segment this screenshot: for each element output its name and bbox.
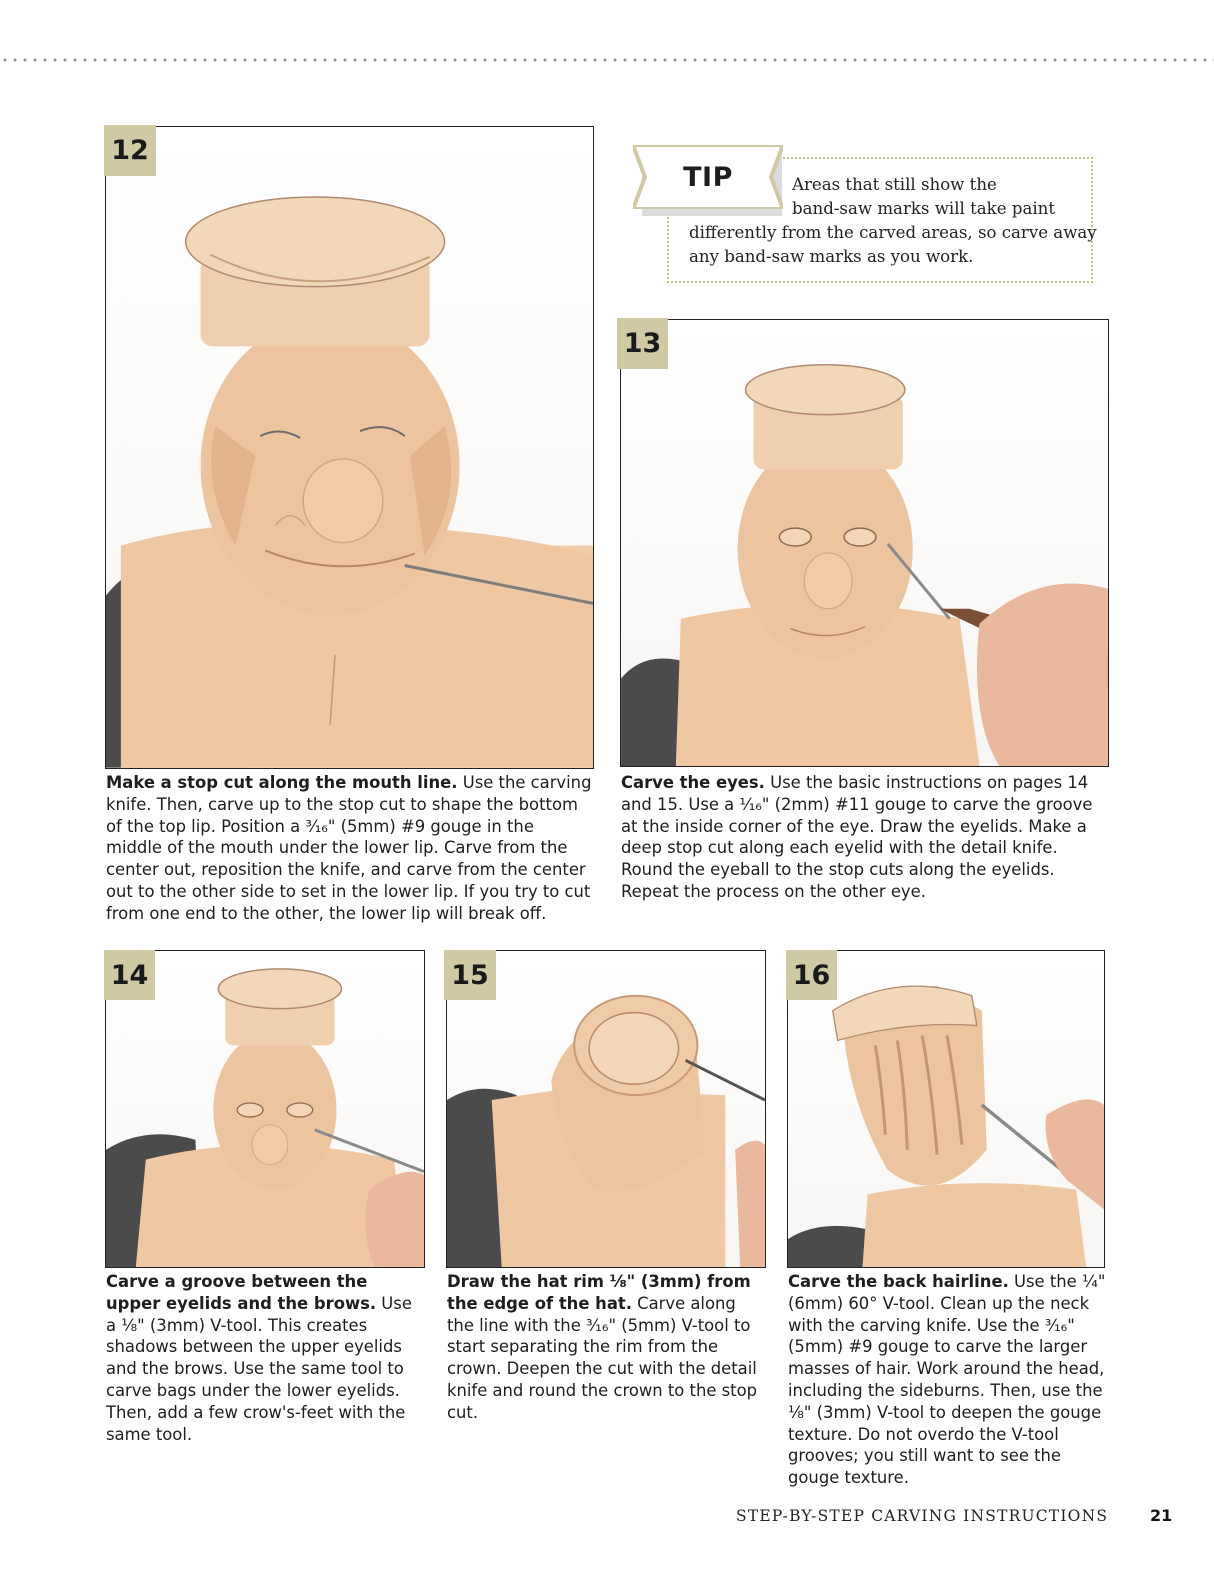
step-13-carving-illustration bbox=[621, 320, 1108, 766]
step-12-photo bbox=[105, 126, 594, 769]
step-12-caption-text: Use the carving knife. Then, carve up to the stop cut to shape the bottom of the top lip. Position a ³⁄₁₆" (5mm) #9 gouge in the middle of the mouth under the lower lip. Carve from the center out, reposition the knife, and carve from the center out to the other side to set in the lower lip. If you try to cut from one end to the other, the lower lip will break off. bbox=[106, 773, 592, 923]
step-16-caption-bold: Carve the back hairline. bbox=[788, 1272, 1009, 1291]
step-12-carving-illustration bbox=[106, 127, 593, 768]
step-12-caption bbox=[106, 772, 592, 925]
step-13-caption-text: Use the basic instructions on pages 14 and 15. Use a ¹⁄₁₆" (2mm) #11 gouge to carve the groove at the inside corner of the eye. Draw the eyelids. Make a deep stop cut along each eyelid with the detail knife. Round the eyeball to the stop cuts along the eyelids. Repeat the process on the other eye. bbox=[621, 773, 1093, 901]
tip-label: TIP bbox=[683, 161, 733, 193]
step-13-caption-bold: Carve the eyes. bbox=[621, 773, 765, 792]
step-15-number: 15 bbox=[444, 950, 496, 1000]
footer-section-title: STEP-BY-STEP CARVING INSTRUCTIONS bbox=[736, 1507, 1109, 1525]
top-dotted-rule bbox=[0, 58, 1214, 62]
step-13-caption bbox=[621, 772, 1107, 903]
tip-line-4: any band-saw marks as you work. bbox=[689, 247, 974, 266]
tip-line-1: Areas that still show the bbox=[792, 175, 997, 194]
step-14-caption-text: Use a ⅛" (3mm) V-tool. This creates shadows between the upper eyelids and the brows. Use the same tool to carve bags under the lower eyelids. Then, add a few crow's-feet with the same tool. bbox=[106, 1293, 412, 1444]
step-15-caption bbox=[447, 1271, 765, 1424]
step-13-number: 13 bbox=[617, 318, 668, 369]
step-12-caption-bold: Make a stop cut along the mouth line. bbox=[106, 773, 458, 792]
footer-page-number: 21 bbox=[1150, 1506, 1173, 1525]
step-12-number: 12 bbox=[104, 125, 156, 176]
step-15-caption-text: Carve along the line with the ³⁄₁₆" (5mm) V-tool to start separating the rim from the crown. Deepen the cut with the detail knife and round the crown to the stop cut. bbox=[447, 1293, 758, 1422]
step-14-number: 14 bbox=[104, 950, 155, 1000]
step-16-caption-text: Use the ¼" (6mm) 60° V-tool. Clean up the neck with the carving knife. Use the ³⁄₁₆" (5mm) #9 gouge to carve the larger masses of hair. Work around the head, including the sideburns. Then, use the ⅛" (3mm) V-tool to deepen the gouge texture. Do not overdo the V-tool grooves; you still want to see the gouge texture. bbox=[788, 1272, 1106, 1488]
tip-line-3: differently from the carved areas, so carve away bbox=[689, 223, 1097, 242]
tip-line-2: band-saw marks will take paint bbox=[792, 199, 1056, 218]
step-16-caption bbox=[788, 1271, 1114, 1489]
step-15-caption-bold: Draw the hat rim ⅛" (3mm) from the edge of the hat. bbox=[447, 1272, 751, 1313]
step-14-caption bbox=[106, 1271, 424, 1445]
step-16-number: 16 bbox=[786, 950, 837, 1000]
step-14-caption-bold: Carve a groove between the upper eyelids and the brows. bbox=[106, 1272, 377, 1313]
step-13-photo bbox=[620, 319, 1109, 767]
